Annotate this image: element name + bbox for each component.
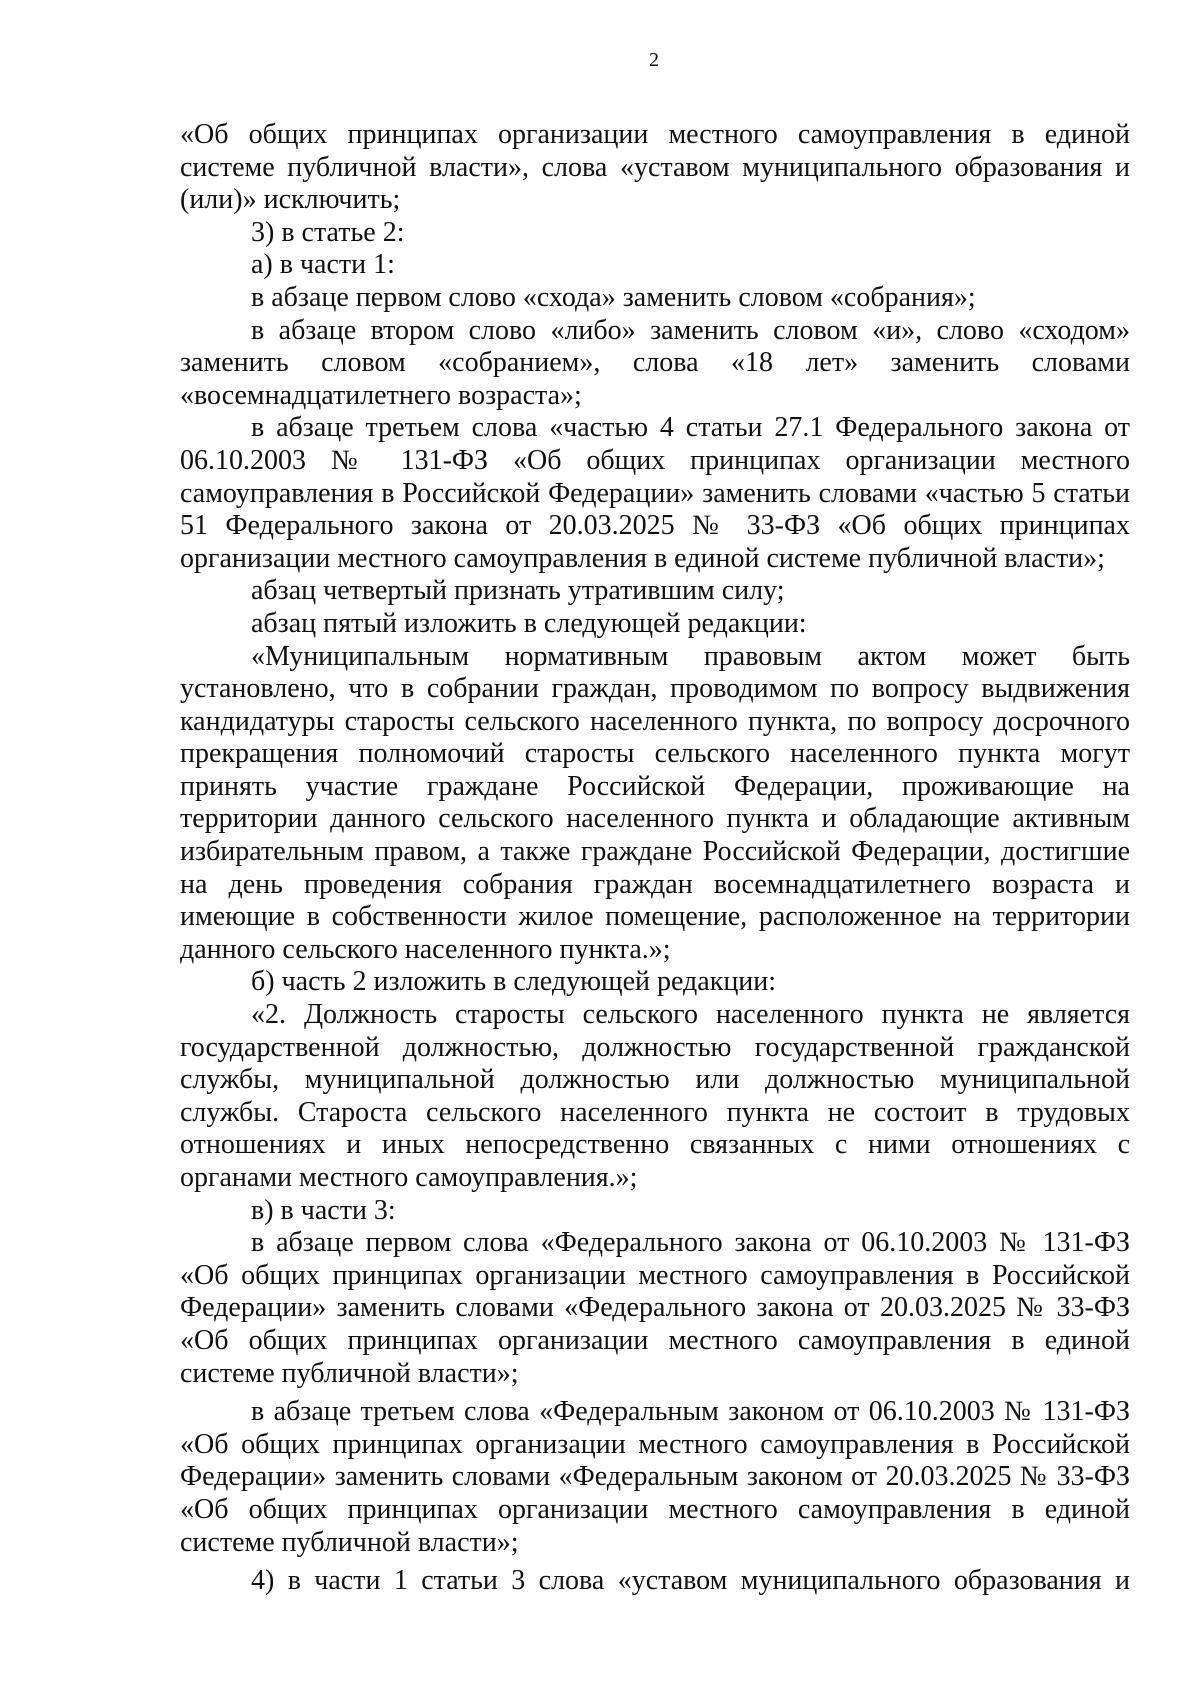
paragraph-v-abzac-1: в абзаце первом слова «Федерального закона от 06.10.2003 № 131-ФЗ «Об общих принципах организации местного самоуправления в Российской Федерации» заменить словами «Федерального закона от 20.03.2025 № 33-ФЗ «Об общих принципах организации местного самоуправления в единой системе публичной власти»; <box>180 1227 1130 1389</box>
paragraph-abzac-1: в абзаце первом слово «схода» заменить словом «собрания»; <box>251 281 976 313</box>
paragraph-continuation: «Об общих принципах организации местного самоуправления в единой системе публичной власти», слова «уставом муниципального образования и (или)» исключить; <box>180 119 1130 216</box>
paragraph-abzac-3: в абзаце третьем слова «частью 4 статьи 27.1 Федерального закона от 06.10.2003 № 131-ФЗ «Об общих принципах организации местного самоуправления в Российской Федерации» заменить словами «частью 5 статьи 51 Федерального закона от 20.03.2025 № 33-ФЗ «Об общих принципах организации местного самоуправления в единой системе публичной власти»; <box>180 412 1130 574</box>
document-body <box>180 119 1130 1598</box>
paragraph-v-abzac-3: в абзаце третьем слова «Федеральным законом от 06.10.2003 № 131-ФЗ «Об общих принципах организации местного самоуправления в Российской Федерации» заменить словами «Федеральным законом от 20.03.2025 № 33-ФЗ «Об общих принципах организации местного самоуправления в единой системе публичной власти»; <box>180 1396 1130 1558</box>
paragraph-abzac-2: в абзаце втором слово «либо» заменить словом «и», слово «сходом» заменить словом «собранием», слова «18 лет» заменить словами «восемнадцатилетнего возраста»; <box>180 314 1130 411</box>
page-number: 2 <box>649 49 659 71</box>
paragraph-item-4: 4) в части 1 статьи 3 слова «уставом муниципального образования и <box>251 1565 1130 1597</box>
paragraph-item-3: 3) в статье 2: <box>251 216 405 248</box>
paragraph-subitem-b: б) часть 2 изложить в следующей редакции: <box>251 966 777 998</box>
paragraph-quote-municipal-act: «Муниципальным нормативным правовым актом может быть установлено, что в собрании граждан, проводимом по вопросу выдвижения кандидатуры старосты сельского населенного пункта, по вопросу досрочного прекращения полномочий старосты сельского населенного пункта могут принять участие граждане Российской Федерации, проживающие на территории данного сельского населенного пункта и обладающие активным избирательным правом, а также граждане Российской Федерации, достигшие на день проведения собрания граждан восемнадцатилетнего возраста и имеющие в собственности жилое помещение, расположенное на территории данного сельского населенного пункта.»; <box>180 640 1130 965</box>
paragraph-abzac-4: абзац четвертый признать утратившим силу; <box>251 575 785 607</box>
paragraph-subitem-v: в) в части 3: <box>251 1194 396 1226</box>
paragraph-quote-starosta: «2. Должность старосты сельского населенного пункта не является государственной должностью, должностью государственной гражданской службы, муниципальной должностью или должностью муниципальной службы. Староста сельского населенного пункта не состоит в трудовых отношениях и иных непосредственно связанных с ними отношениях с органами местного самоуправления.»; <box>180 999 1130 1193</box>
paragraph-abzac-5: абзац пятый изложить в следующей редакции: <box>251 607 807 639</box>
paragraph-subitem-a: а) в части 1: <box>251 249 395 281</box>
